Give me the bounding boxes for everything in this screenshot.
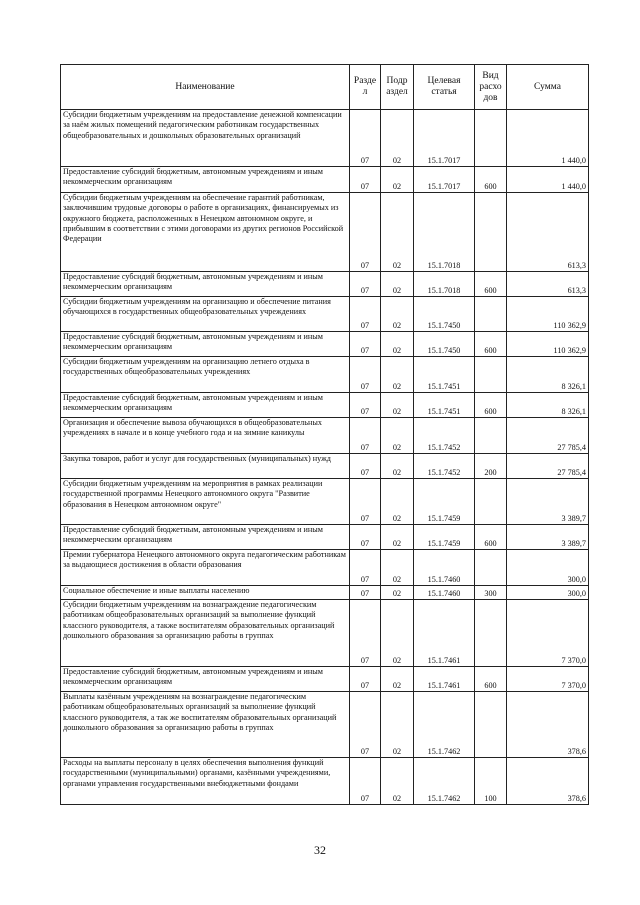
cell-section: 07 (350, 297, 381, 332)
table-row (61, 550, 589, 586)
cell-amount: 8 326,1 (507, 393, 589, 418)
cell-target: 15.1.7017 (414, 110, 475, 167)
cell-section: 07 (350, 110, 381, 167)
table-row (61, 758, 589, 805)
cell-target: 15.1.7459 (414, 479, 475, 525)
cell-amount: 27 785,4 (507, 454, 589, 479)
cell-amount: 378,6 (507, 758, 589, 805)
table-row (61, 110, 589, 167)
cell-subsection: 02 (381, 297, 414, 332)
cell-target: 15.1.7462 (414, 758, 475, 805)
cell-name: Субсидии бюджетным учреждениям на вознаграждение педагогическим работникам общеобразовательных организаций за выполнение функций классного руководителя, а также воспитателям образовательных организаций дошкольного образования за организацию работы в группах (61, 600, 350, 667)
cell-subsection: 02 (381, 418, 414, 454)
cell-amount: 1 440,0 (507, 167, 589, 193)
cell-type (475, 357, 507, 393)
cell-section: 07 (350, 667, 381, 692)
cell-amount: 300,0 (507, 550, 589, 586)
table-row (61, 272, 589, 297)
table-row (61, 600, 589, 667)
cell-subsection: 02 (381, 550, 414, 586)
table-row (61, 586, 589, 600)
cell-section: 07 (350, 357, 381, 393)
cell-subsection: 02 (381, 193, 414, 272)
cell-name: Закупка товаров, работ и услуг для государственных (муниципальных) нужд (61, 454, 350, 479)
cell-subsection: 02 (381, 525, 414, 550)
table-row (61, 667, 589, 692)
cell-target: 15.1.7459 (414, 525, 475, 550)
cell-subsection: 02 (381, 758, 414, 805)
cell-section: 07 (350, 272, 381, 297)
cell-section: 07 (350, 332, 381, 357)
table-row (61, 692, 589, 758)
cell-section: 07 (350, 418, 381, 454)
cell-amount: 7 370,0 (507, 600, 589, 667)
cell-type (475, 193, 507, 272)
cell-name: Предоставление субсидий бюджетным, автономным учреждениям и иным некоммерческим организациям (61, 332, 350, 357)
header-type: Вид расхо дов (475, 65, 507, 110)
cell-target: 15.1.7451 (414, 357, 475, 393)
cell-name: Расходы на выплаты персоналу в целях обеспечения выполнения функций государственными (муниципальными) органами, казёнными учреждениями, органами управления государственными внебюджетными фондами (61, 758, 350, 805)
header-subsection: Подр аздел (381, 65, 414, 110)
cell-target: 15.1.7018 (414, 272, 475, 297)
cell-section: 07 (350, 550, 381, 586)
cell-target: 15.1.7017 (414, 167, 475, 193)
cell-type (475, 297, 507, 332)
header-name: Наименование (61, 65, 350, 110)
cell-name: Социальное обеспечение и иные выплаты населению (61, 586, 350, 600)
cell-amount: 300,0 (507, 586, 589, 600)
table-row (61, 167, 589, 193)
table-row (61, 297, 589, 332)
cell-section: 07 (350, 454, 381, 479)
cell-name: Предоставление субсидий бюджетным, автономным учреждениям и иным некоммерческим организациям (61, 393, 350, 418)
cell-target: 15.1.7460 (414, 550, 475, 586)
header-target: Целевая статья (414, 65, 475, 110)
cell-amount: 378,6 (507, 692, 589, 758)
cell-type: 600 (475, 167, 507, 193)
cell-target: 15.1.7450 (414, 332, 475, 357)
cell-section: 07 (350, 393, 381, 418)
cell-subsection: 02 (381, 600, 414, 667)
cell-name: Предоставление субсидий бюджетным, автономным учреждениям и иным некоммерческим организациям (61, 525, 350, 550)
cell-section: 07 (350, 525, 381, 550)
table-row (61, 418, 589, 454)
cell-section: 07 (350, 758, 381, 805)
cell-type: 600 (475, 393, 507, 418)
cell-amount: 27 785,4 (507, 418, 589, 454)
header-section: Разде л (350, 65, 381, 110)
cell-name: Субсидии бюджетным учреждениям на обеспечение гарантий работникам, заключившим трудовые договоры о работе в организациях, финансируемых из окружного бюджета, расположенных в Ненецком автономном округе, и прибывшим в соответствии с этими договорами из других регионов Российской Федерации (61, 193, 350, 272)
cell-target: 15.1.7452 (414, 418, 475, 454)
cell-amount: 3 389,7 (507, 525, 589, 550)
table-row (61, 393, 589, 418)
cell-name: Субсидии бюджетным учреждениям на организацию и обеспечение питания обучающихся в государственных общеобразовательных учреждениях (61, 297, 350, 332)
cell-subsection: 02 (381, 357, 414, 393)
cell-subsection: 02 (381, 167, 414, 193)
cell-amount: 110 362,9 (507, 297, 589, 332)
cell-type: 600 (475, 525, 507, 550)
cell-subsection: 02 (381, 393, 414, 418)
cell-type: 600 (475, 667, 507, 692)
budget-table (60, 64, 589, 805)
cell-amount: 110 362,9 (507, 332, 589, 357)
cell-target: 15.1.7450 (414, 297, 475, 332)
table-row (61, 332, 589, 357)
cell-section: 07 (350, 479, 381, 525)
cell-subsection: 02 (381, 479, 414, 525)
cell-subsection: 02 (381, 454, 414, 479)
cell-target: 15.1.7460 (414, 586, 475, 600)
cell-amount: 7 370,0 (507, 667, 589, 692)
cell-subsection: 02 (381, 667, 414, 692)
cell-type (475, 110, 507, 167)
cell-subsection: 02 (381, 272, 414, 297)
cell-type: 200 (475, 454, 507, 479)
cell-amount: 613,3 (507, 193, 589, 272)
cell-name: Премии губернатора Ненецкого автономного округа педагогическим работникам за выдающиеся достижения в области образования (61, 550, 350, 586)
cell-section: 07 (350, 600, 381, 667)
header-row (61, 65, 589, 110)
cell-type: 600 (475, 272, 507, 297)
cell-amount: 8 326,1 (507, 357, 589, 393)
cell-name: Предоставление субсидий бюджетным, автономным учреждениям и иным некоммерческим организациям (61, 272, 350, 297)
cell-name: Предоставление субсидий бюджетным, автономным учреждениям и иным некоммерческим организациям (61, 167, 350, 193)
cell-subsection: 02 (381, 110, 414, 167)
cell-section: 07 (350, 193, 381, 272)
cell-type: 600 (475, 332, 507, 357)
cell-subsection: 02 (381, 586, 414, 600)
cell-type: 100 (475, 758, 507, 805)
cell-section: 07 (350, 692, 381, 758)
cell-type (475, 550, 507, 586)
cell-name: Субсидии бюджетным учреждениям на организацию летнего отдыха в государственных общеобразовательных учреждениях (61, 357, 350, 393)
cell-target: 15.1.7462 (414, 692, 475, 758)
cell-type: 300 (475, 586, 507, 600)
cell-amount: 1 440,0 (507, 110, 589, 167)
cell-type (475, 692, 507, 758)
cell-section: 07 (350, 167, 381, 193)
cell-name: Выплаты казённым учреждениям на вознаграждение педагогическим работникам общеобразовательных организаций за выполнение функций классного руководителя, а так же воспитателям образовательных организаций дошкольного образования за организацию работы в группах (61, 692, 350, 758)
table-row (61, 357, 589, 393)
cell-target: 15.1.7461 (414, 667, 475, 692)
table-row (61, 193, 589, 272)
cell-target: 15.1.7451 (414, 393, 475, 418)
cell-name: Организация и обеспечение вывоза обучающихся в общеобразовательных учреждениях в начале и в конце учебного года и на зимние каникулы (61, 418, 350, 454)
cell-target: 15.1.7452 (414, 454, 475, 479)
header-amount: Сумма (507, 65, 589, 110)
cell-subsection: 02 (381, 332, 414, 357)
page-number: 32 (314, 843, 326, 857)
cell-name: Предоставление субсидий бюджетным, автономным учреждениям и иным некоммерческим организациям (61, 667, 350, 692)
cell-amount: 613,3 (507, 272, 589, 297)
cell-type (475, 600, 507, 667)
cell-name: Субсидии бюджетным учреждениям на предоставление денежной компенсации за наём жилых помещений педагогическим работникам государственных общеобразовательных и дошкольных образовательных организаций (61, 110, 350, 167)
cell-subsection: 02 (381, 692, 414, 758)
cell-section: 07 (350, 586, 381, 600)
table-row (61, 454, 589, 479)
cell-name: Субсидии бюджетным учреждениям на мероприятия в рамках реализации государственной программы Ненецкого автономного округа "Развитие образования в Ненецком автономном округе" (61, 479, 350, 525)
cell-type (475, 479, 507, 525)
cell-target: 15.1.7018 (414, 193, 475, 272)
table-row (61, 479, 589, 525)
cell-amount: 3 389,7 (507, 479, 589, 525)
cell-type (475, 418, 507, 454)
cell-target: 15.1.7461 (414, 600, 475, 667)
table-row (61, 525, 589, 550)
